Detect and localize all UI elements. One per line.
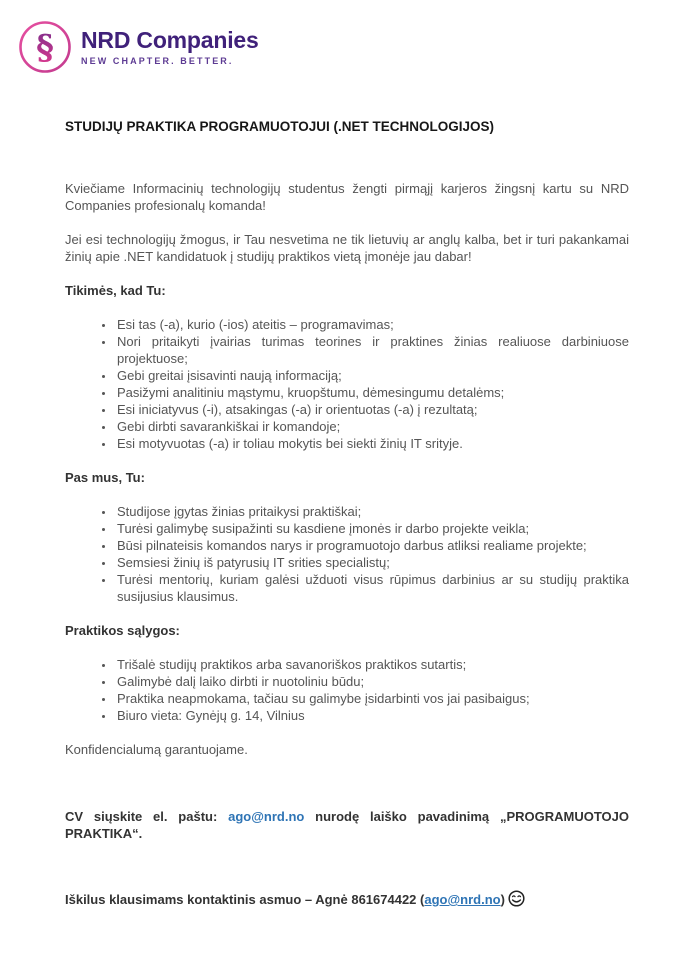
expectations-list [65,316,629,452]
job-posting-page [0,20,695,958]
job-posting-body [65,118,629,908]
intro-paragraph: Jei esi technologijų žmogus, ir Tau nesvetima ne tik lietuvių ar anglų kalba, bet ir turi pakankamai žinių apie .NET kandidatuok į studijų praktikos vietą įmonėje jau dabar! [65,232,629,264]
list-item: • Pasižymi analitiniu mąstymu, kruopštumu, dėmesingumu detalėms; [115,384,629,401]
cv-instruction-text: nurodę laiško pavadinimą „PROGRAMUOTOJO PRAKTIKA“. [65,809,629,841]
offer-list [65,503,629,605]
list-item: • Biuro vieta: Gynėjų g. 14, Vilnius [115,707,629,724]
intro-paragraph: Kviečiame Informacinių technologijų studentus žengti pirmąjį karjeros žingsnį kartu su NRD Companies profesionalų komanda! [65,181,629,213]
company-logo [18,20,695,74]
svg-text:§: § [36,28,54,68]
list-item: • Gebi dirbti savarankiškai ir komandoje; [115,418,629,435]
section-heading-conditions: Praktikos sąlygos: [65,623,180,638]
contact-line [65,890,629,908]
list-item: • Esi tas (-a), kurio (-ios) ateitis – programavimas; [115,316,629,333]
contact-email-link[interactable]: ago@nrd.no [424,892,501,907]
contact-text: ) [500,892,505,907]
list-item: • Praktika neapmokama, tačiau su galimybe įsidarbinti vos jai pasibaigus; [115,690,629,707]
list-item: • Turėsi mentorių, kuriam galėsi užduoti visus rūpimus darbinius ar su studijų praktika susijusius klausimus. [115,571,629,605]
list-item: • Esi iniciatyvus (-i), atsakingas (-a) ir orientuotas (-a) į rezultatą; [115,401,629,418]
list-item: • Gebi greitai įsisavinti naują informaciją; [115,367,629,384]
cv-instruction [65,808,629,842]
contact-text: Iškilus klausimams kontaktinis asmuo – Agnė 861674422 ( [65,892,425,907]
conditions-list [65,656,629,724]
list-item: • Esi motyvuotas (-a) ir toliau mokytis bei siekti žinių IT srityje. [115,435,629,452]
list-item: • Galimybė dalį laiko dirbti ir nuotoliniu būdu; [115,673,629,690]
list-item: • Būsi pilnateisis komandos narys ir programuotojo darbus atliksi realiame projekte; [115,537,629,554]
list-item: • Semsiesi žinių iš patyrusių IT srities specialistų; [115,554,629,571]
company-name: NRD Companies [81,27,259,53]
confidentiality-note: Konfidencialumą garantuojame. [65,742,248,757]
list-item: • Nori pritaikyti įvairias turimas teorines ir praktines žinias realiuose darbiniuose projektuose; [115,333,629,367]
job-title: STUDIJŲ PRAKTIKA PROGRAMUOTOJUI (.NET TECHNOLOGIJOS) [65,119,495,134]
nrd-paragraph-icon [18,20,72,74]
list-item: • Studijose įgytas žinias pritaikysi praktiškai; [115,503,629,520]
cv-email-link[interactable]: ago@nrd.no [228,809,305,824]
list-item: • Turėsi galimybę susipažinti su kasdiene įmonės ir darbo projekte veikla; [115,520,629,537]
cv-instruction-text: CV siųskite el. paštu: [65,809,229,824]
section-heading-offer: Pas mus, Tu: [65,470,145,485]
smiley-icon [508,890,525,907]
logo-text [81,27,259,67]
company-tagline: NEW CHAPTER. BETTER. [81,56,234,66]
section-heading-expectations: Tikimės, kad Tu: [65,283,166,298]
list-item: • Trišalė studijų praktikos arba savanoriškos praktikos sutartis; [115,656,629,673]
